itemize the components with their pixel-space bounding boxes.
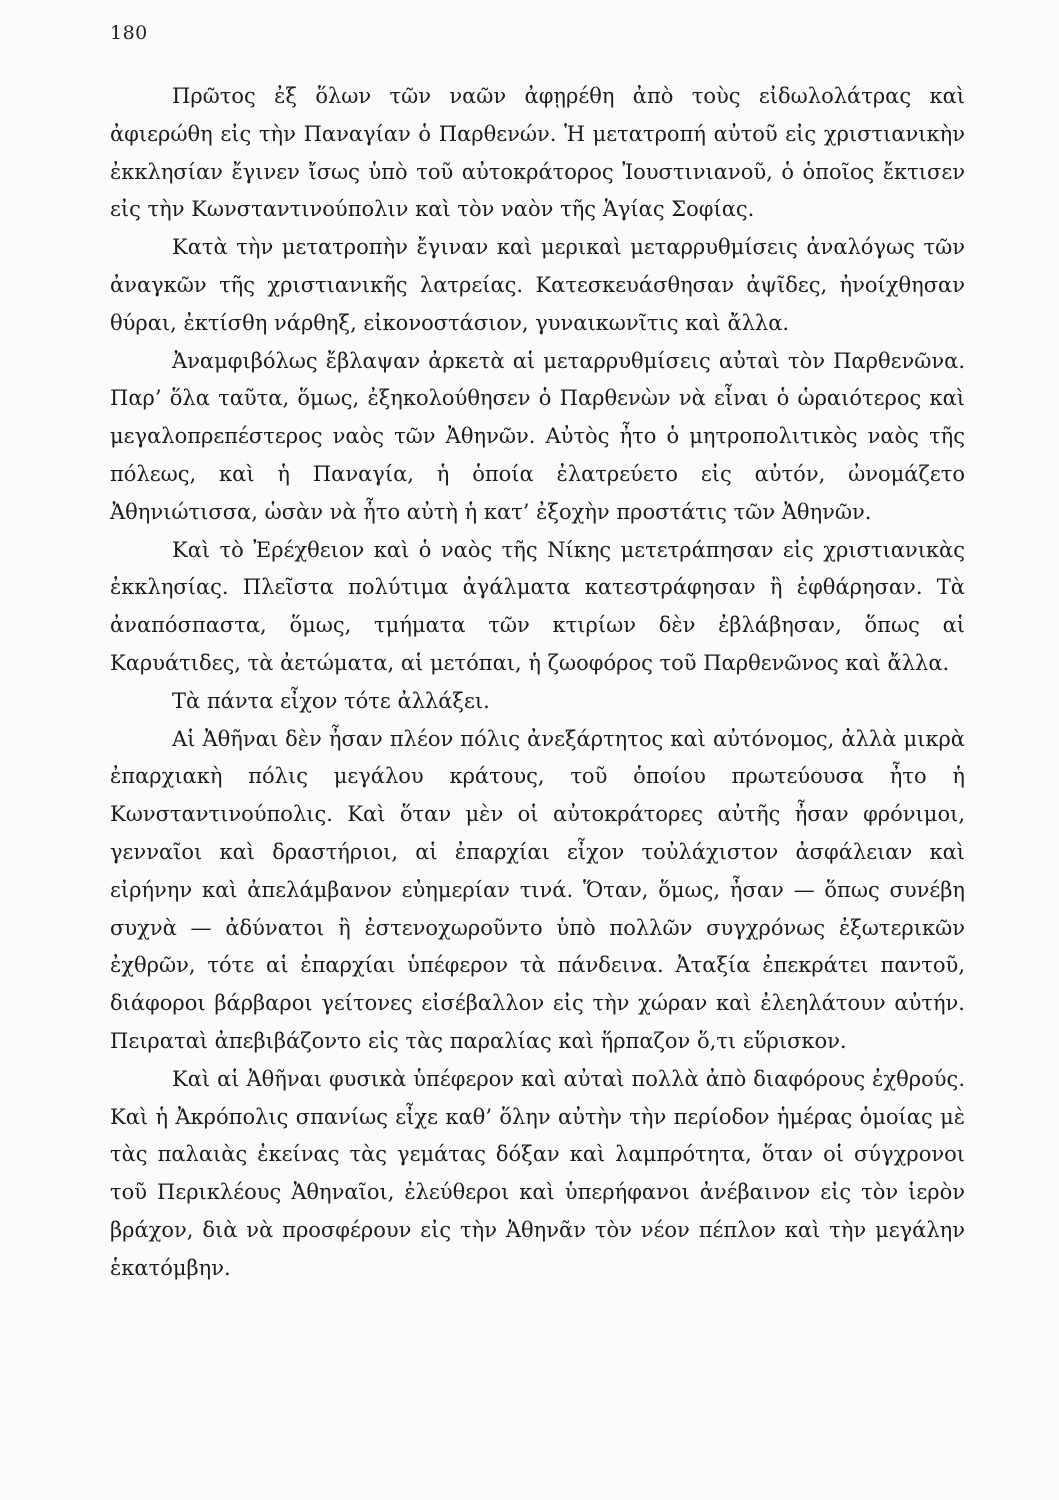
page-number: 180 xyxy=(110,22,148,44)
paragraph: Κατὰ τὴν μετατροπὴν ἔγιναν καὶ μερικαὶ μεταρρυθμίσεις ἀναλόγως τῶν ἀναγκῶν τῆς χριστιανικῆς λατρείας. Κατεσκευάσθησαν ἀψῖδες, ἠνοίχθησαν θύραι, ἐκτίσθη νάρθηξ, εἰκονοστάσιον, γυναικωνῖτις καὶ ἄλλα. xyxy=(110,235,965,335)
paragraph: Καὶ αἱ Ἀθῆναι φυσικὰ ὑπέφερον καὶ αὐταὶ πολλὰ ἀπὸ διαφόρους ἐχθρούς. Καὶ ἡ Ἀκρόπολις σπανίως εἶχε καθ’ ὅλην αὐτὴν τὴν περίοδον ἡμέρας ὁμοίας μὲ τὰς παλαιὰς ἐκείνας τὰς γεμάτας δόξαν καὶ λαμπρότητα, ὅταν οἱ σύγχρονοι τοῦ Περικλέους Ἀθηναῖοι, ἐλεύθεροι καὶ ὑπερήφανοι ἀνέβαινον εἰς τὸν ἱερὸν βράχον, διὰ νὰ προσφέρουν εἰς τὴν Ἀθηνᾶν τὸν νέον πέπλον καὶ τὴν μεγάλην ἑκατόμβην. xyxy=(110,1066,965,1280)
paragraph: Καὶ τὸ Ἐρέχθειον καὶ ὁ ναὸς τῆς Νίκης μετετράπησαν εἰς χριστιανικὰς ἐκκλησίας. Πλεῖστα πολύτιμα ἀγάλματα κατεστράφησαν ἢ ἐφθάρησαν. Τὰ ἀναπόσπαστα, ὅμως, τμήματα τῶν κτιρίων δὲν ἐβλάβησαν, ὅπως αἱ Καρυάτιδες, τὰ ἀετώματα, αἱ μετόπαι, ἡ ζωοφόρος τοῦ Παρθενῶνος καὶ ἄλλα. xyxy=(110,537,965,675)
paragraph: Αἱ Ἀθῆναι δὲν ἦσαν πλέον πόλις ἀνεξάρτητος καὶ αὐτόνομος, ἀλλὰ μικρὰ ἐπαρχιακὴ πόλις μεγάλου κράτους, τοῦ ὁποίου πρωτεύουσα ἦτο ἡ Κωνσταντινούπολις. Καὶ ὅταν μὲν οἱ αὐτοκράτορες αὐτῆς ἦσαν φρόνιμοι, γενναῖοι καὶ δραστήριοι, αἱ ἐπαρχίαι εἶχον τοὐλάχιστον ἀσφάλειαν καὶ εἰρήνην καὶ ἀπελάμβανον εὐημερίαν τινά. Ὅταν, ὅμως, ἦσαν — ὅπως συνέβη συχνὰ — ἀδύνατοι ἢ ἐστενοχωροῦντο ὑπὸ πολλῶν συγχρόνως ἐξωτερικῶν ἐχθρῶν, τότε αἱ ἐπαρχίαι ὑπέφερον τὰ πάνδεινα. Ἀταξία ἐπεκράτει παντοῦ, διάφοροι βάρβαροι γείτονες εἰσέβαλλον εἰς τὴν χώραν καὶ ἐλεηλάτουν αὐτήν. Πειραταὶ ἀπεβιβάζοντο εἰς τὰς παραλίας καὶ ἥρπαζον ὅ,τι εὕρισκον. xyxy=(110,726,965,1053)
paragraph: Ἀναμφιβόλως ἔβλαψαν ἀρκετὰ αἱ μεταρρυθμίσεις αὐταὶ τὸν Παρθενῶνα. Παρ’ ὅλα ταῦτα, ὅμως, ἐξηκολούθησεν ὁ Παρθενὼν νὰ εἶναι ὁ ὡραιότερος καὶ μεγαλοπρεπέστερος ναὸς τῶν Ἀθηνῶν. Αὐτὸς ἦτο ὁ μητροπολιτικὸς ναὸς τῆς πόλεως, καὶ ἡ Παναγία, ἡ ὁποία ἐλατρεύετο εἰς αὐτόν, ὠνομάζετο Ἀθηνιώτισσα, ὡσὰν νὰ ἦτο αὐτὴ ἡ κατ’ ἐξοχὴν προστάτις τῶν Ἀθηνῶν. xyxy=(110,348,965,524)
body-text xyxy=(110,78,965,1288)
paragraph: Πρῶτος ἐξ ὅλων τῶν ναῶν ἀφῃρέθη ἀπὸ τοὺς εἰδωλολάτρας καὶ ἀφιερώθη εἰς τὴν Παναγίαν ὁ Παρθενών. Ἡ μετατροπή αὐτοῦ εἰς χριστιανικὴν ἐκκλησίαν ἔγινεν ἴσως ὑπὸ τοῦ αὐτοκράτορος Ἰουστινιανοῦ, ὁ ὁποῖος ἔκτισεν εἰς τὴν Κωνσταντινούπολιν καὶ τὸν ναὸν τῆς Ἁγίας Σοφίας. xyxy=(110,84,965,222)
paragraph: Τὰ πάντα εἶχον τότε ἀλλάξει. xyxy=(172,688,490,713)
